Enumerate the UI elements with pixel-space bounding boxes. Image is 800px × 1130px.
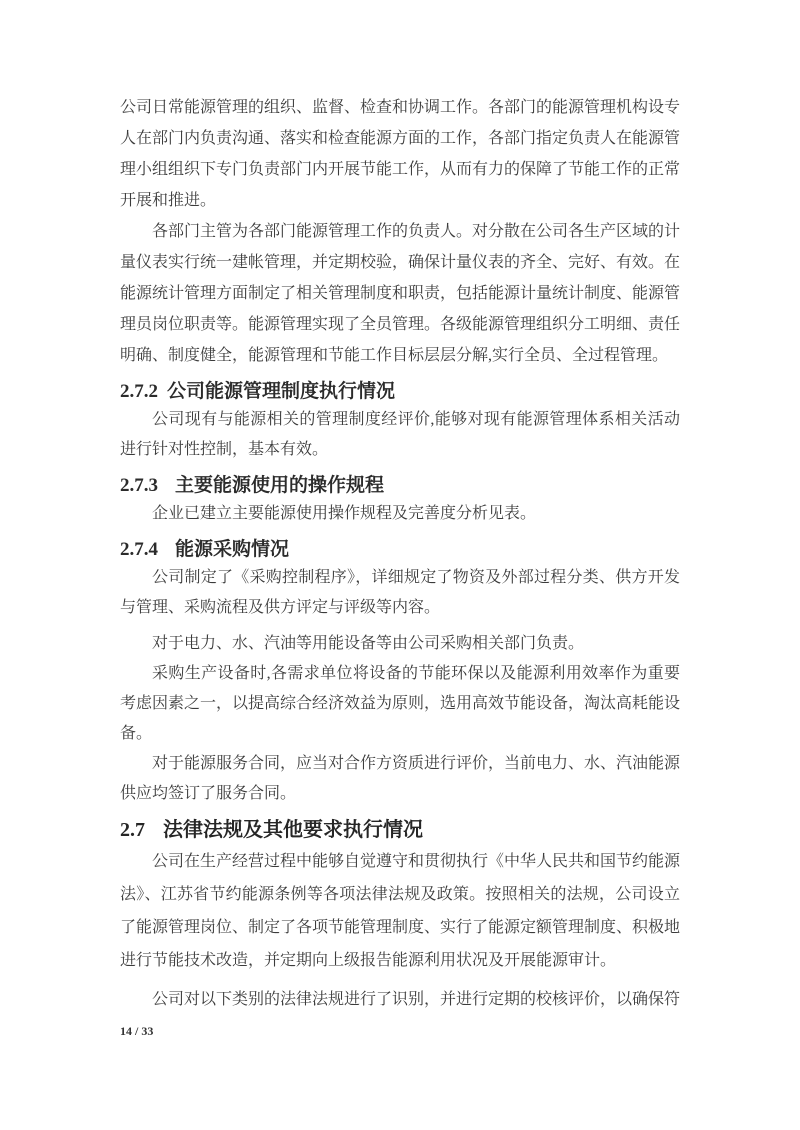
paragraph-procurement-program: 公司制定了《采购控制程序》，详细规定了物资及外部过程分类、供方开发与管理、采购流程及供方评定与评级等内容。 (120, 569, 680, 616)
section-title-2-7-2: 公司能源管理制度执行情况 (167, 381, 396, 402)
section-heading-2-7-3 (120, 473, 680, 499)
paragraph-equipment-purchase-criteria: 采购生产设备时,各需求单位将设备的节能环保以及能源利用效率作为重要考虑因素之一，以提高综合经济效益为原则，选用高效节能设备，淘汰高耗能设备。 (120, 665, 681, 742)
section-number-2-7-3: 2.7.3 (120, 475, 158, 496)
section-title-2-7: 法律法规及其他要求执行情况 (163, 819, 423, 841)
paragraph-daily-energy-management: 公司日常能源管理的组织、监督、检查和协调工作。各部门的能源管理机构设专人在部门内负责沟通、落实和检查能源方面的工作，各部门指定负责人在能源管理小组组织下专门负责部门内开展节能工作，从而有力的保障了节能工作的正常开展和推进。 (120, 99, 681, 209)
paragraph-energy-equipment-responsibility: 对于电力、水、汽油等用能设备等由公司采购相关部门负责。 (152, 635, 585, 652)
section-title-2-7-3: 主要能源使用的操作规程 (175, 475, 385, 496)
paragraph-laws-identification: 公司对以下类别的法律法规进行了识别，并进行定期的校核评价，以确保符 (152, 991, 681, 1008)
section-number-2-7: 2.7 (120, 819, 145, 841)
paragraph-energy-service-contracts: 对于能源服务合同，应当对合作方资质进行评价，当前电力、水、汽油能源供应均签订了服务合同。 (120, 755, 681, 802)
paragraph-management-system-evaluation: 公司现有与能源相关的管理制度经评价,能够对现有能源管理体系相关活动进行针对性控制，基本有效。 (120, 411, 680, 458)
page-number: 14 / 33 (120, 1024, 154, 1038)
section-heading-2-7 (120, 815, 680, 845)
section-number-2-7-4: 2.7.4 (120, 539, 158, 560)
section-title-2-7-4: 能源采购情况 (175, 539, 290, 560)
paragraph-department-managers: 各部门主管为各部门能源管理工作的负责人。对分散在公司各生产区域的计量仪表实行统一建帐管理，并定期校验，确保计量仪表的齐全、完好、有效。在能源统计管理方面制定了相关管理制度和职责，包括能源计量统计制度、能源管理员岗位职责等。能源管理实现了全员管理。各级能源管理组织分工明细、责任明确、制度健全，能源管理和节能工作目标层层分解,实行全员、全过程管理。 (120, 223, 681, 364)
section-number-2-7-2: 2.7.2 (120, 381, 158, 402)
section-heading-2-7-4 (120, 537, 680, 563)
section-heading-2-7-2 (120, 379, 680, 405)
paragraph-laws-compliance: 公司在生产经营过程中能够自觉遵守和贯彻执行《中华人民共和国节约能源法》、江苏省节约能源条例等各项法律法规及政策。按照相关的法规，公司设立了能源管理岗位、制定了各项节能管理制度、实行了能源定额管理制度、积极地进行节能技术改造，并定期向上级报告能源利用状况及开展能源审计。 (120, 853, 681, 969)
paragraph-operation-procedures: 企业已建立主要能源使用操作规程及完善度分析见表。 (152, 505, 537, 522)
